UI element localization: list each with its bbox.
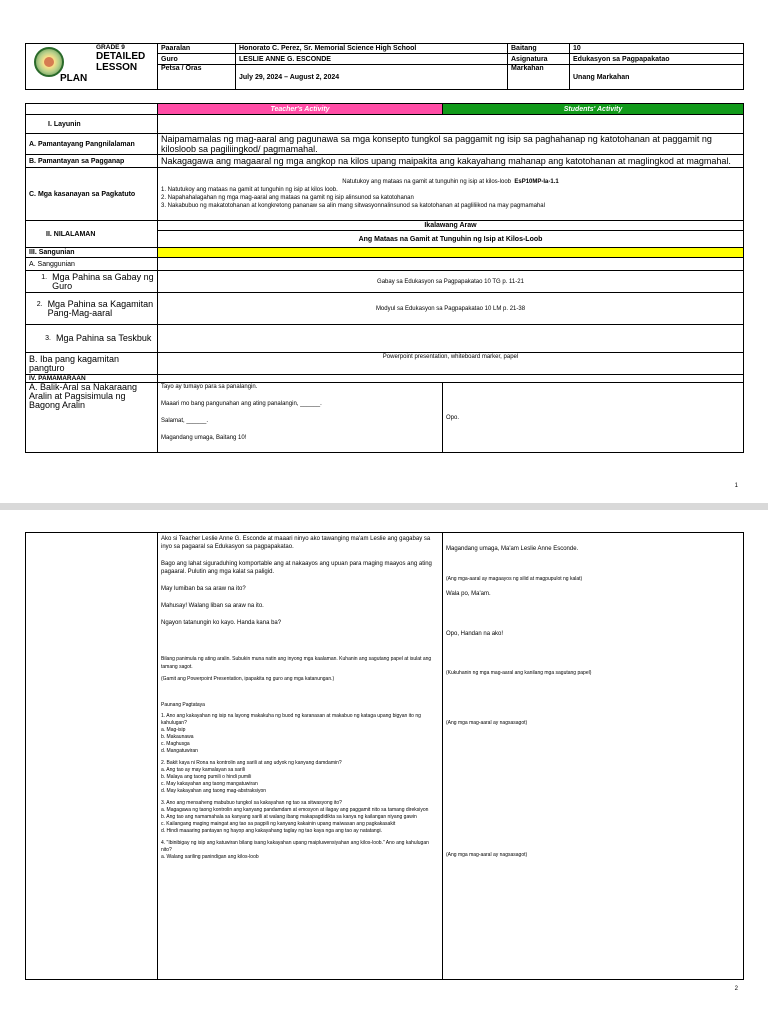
teacher-line: Bilang panimula ng ating aralin. Subukin muna natin ang inyong mga kaalaman. Kuhanin ang sagutang papel at isulat ang tamang sagot. [161,656,432,670]
teacher-line: Mahusay! Walang liban sa araw na ito. [161,603,264,609]
question-4 [161,840,439,861]
asignatura-value: Edukasyon sa Pagpapakatao [570,54,744,65]
balik-aral-label: A. Balik-Aral sa Nakaraang Aralin at Pagsisimula ng Bagong Aralin [26,383,158,453]
question-1 [161,713,439,755]
choice: a. Mag-isip [161,727,186,733]
student-line: Wala po, Ma'am. [446,591,491,597]
question-3 [161,800,439,835]
choice: b. Ang tao ang namamahala sa kanyang sarili at walang ibang makapagdidikta sa kanya ng kailangan niyang gawin [161,814,417,820]
label-column [26,533,158,980]
lesson-table-continued [25,532,744,980]
markahan-label: Markahan [508,65,570,90]
pahina3-value [158,325,744,353]
paaralan-value: Honorato C. Perez, Sr. Memorial Science High School [236,44,508,54]
balik-aral-student [443,383,744,453]
choice: b. Makaunawa [161,734,194,740]
page-number: 2 [734,986,738,992]
petsa-label: Petsa / Oras [158,65,236,90]
ikalawang-araw: Ikalawang Araw [158,221,744,231]
dlp-line2: LESSON [96,62,138,73]
markahan-value: Unang Markahan [570,65,744,90]
pamantayan-pagganap-value: Nakagagawa ang magaaral ng mga angkop na kilos upang maipakita ang kakayahang mahanap ang katotohanan at maglingkod at magmahal. [158,155,744,168]
teacher-line: Bago ang lahat siguraduhing komportable ang at nakaayos ang upuan para maging maayos ang ating pagaaral. Pulutin ang mga kalat sa paligid. [161,561,432,575]
pamantayan-pagganap-label: B. Pamantayan sa Pagganap [26,155,158,168]
layunin-value [158,115,744,134]
page-number: 1 [734,483,738,489]
teacher-line: Salamat, ______. [161,418,209,424]
choice: d. Mangatuwiran [161,748,198,754]
choice: c. Maghusga [161,741,190,747]
nilalaman-value: Ang Mataas na Gamit at Tunguhin ng Isip at Kilos-Loob [158,231,744,248]
student-line: Magandang umaga, Ma'am Leslie Anne Esconde. [446,546,579,552]
teacher-line: Ngayon tatanungin ko kayo. Handa kana ba? [161,620,282,626]
question-text: 4. "Ibinibigay ng isip ang katuwiran bilang isang kakayahan upang maipluwensiyahan ang kilos-loob." Ano ang kahulugan nito? [161,840,429,853]
asignatura-label: Asignatura [508,54,570,65]
student-line: Opo. [446,414,460,421]
question-text: 3. Ano ang mensaheng mabubuo tungkol sa kakayahan ng tao sa sitwasyong ito? [161,800,342,806]
choice: c. Kailangang maging maingat ang tao sa pagpili ng kanyang kakainin upang maiwasan ang pagkakasakit [161,821,396,827]
pahina2-label-cell [26,293,158,325]
question-2 [161,760,439,795]
student-line: (Ang mga mag-aaral ay nagsasagot) [446,852,528,858]
teacher-line: Maaari mo bang pangunahan ang ating panalangin, ______. [161,401,322,407]
header-table [25,43,744,90]
guro-label: Guro [158,54,236,65]
lesson-table [25,103,744,453]
baitang-value: 10 [570,44,744,54]
petsa-value: July 29, 2024 – August 2, 2024 [236,65,508,90]
student-line: (Kukuhanin ng mga mag-aaral ang kanilang mga sagutang papel) [446,670,592,676]
choice: b. Malaya ang taong pumili o hindi pumili [161,774,252,780]
grade-label: GRADE 9 [96,44,125,51]
student-line: (Ang mga-aaral ay magaayos ng silid at magpupulot ng kalat) [446,576,583,582]
dlp-line3: PLAN [60,73,88,84]
student-line: (Ang mga mag-aaral ay nagsasagot) [446,720,528,726]
guro-value: LESLIE ANNE G. ESCONDE [236,54,508,65]
nilalaman-label: II. NILALAMAN [26,221,158,248]
pahina3-num: 3. [45,335,51,342]
sanggunian-value [158,258,744,271]
iba-kagamitan-value: Powerpoint presentation, whiteboard marker, papel [158,353,744,375]
pamamaraan-label: IV. PAMAMARAAN [26,375,158,383]
teacher-line: Ako si Teacher Leslie Anne G. Esconde at maaari ninyo ako tawanging ma'am Leslie ang gagabay sa inyo sa pagaaral sa Edukasyon sa pagpapakatao. [161,536,431,550]
kasanayan-intro: Natutukoy ang mataas na gamit at tunguhin ng isip at kilos-loob [342,179,512,185]
teacher-line: Magandang umaga, Baitang 10! [161,435,247,441]
kasanayan-label: C. Mga kasanayan sa Pagkatuto [26,168,158,221]
page-1 [0,0,768,503]
teacher-activity-header: Teacher's Activity [158,104,443,115]
layunin-label: I. Layunin [26,115,158,134]
pahina1-value: Gabay sa Edukasyon sa Pagpapakatao 10 TG p. 11-21 [158,271,744,293]
choice: a. Magagawa ng taong kontrolin ang kanyang pandamdam at emosyon at ilagay ang paggamit nito sa tamang direksiyon [161,807,429,813]
pahina3-label-cell [26,325,158,353]
pahina2-num: 2. [36,300,43,308]
baitang-label: Baitang [508,44,570,54]
sangunian-label: III. Sangunian [26,248,158,258]
dlp-line1: DETAILED [96,51,146,62]
iba-kagamitan-label: B. Iba pang kagamitan pangturo [26,353,158,375]
pahina3-label: Mga Pahina sa Teskbuk [56,333,152,343]
choice: a. Ang tao ay may kamalayan sa sarili [161,767,245,773]
corner-cell [26,104,158,115]
choice: d. May kakayahan ang taong mag-abstraksiyon [161,788,267,794]
sanggunian-label: A. Sanggunian [26,258,158,271]
teacher-line: May lumiban ba sa araw na ito? [161,586,246,592]
kasanayan-item-1: 1. Natutukoy ang mataas na gamit at tunguhin ng isip at kilos loob. [161,187,338,193]
balik-aral-teacher [158,383,443,453]
pamantayang-pangnilalaman-label: A. Pamantayang Pangnilalaman [26,134,158,155]
pamamaraan-value [158,375,744,383]
page-2 [0,510,768,1024]
sangunian-highlight [158,248,744,258]
teacher-line: (Gamit ang Powerpoint Presentation, ipapakita ng guro ang mga katanungan.) [161,676,335,682]
question-text: 1. Ano ang kakayahan ng isip na layong makakuha ng buod ng karanasan at makabuo ng kataga upang bigyan ito ng kahulugan? [161,713,421,726]
teacher-line: Tayo ay tumayo para sa panalangin. [161,384,258,390]
teacher-line: Paunang Pagtataya [161,702,205,708]
choice: d. Hindi maaaring pantayan ng hayop ang kakayahang taglay ng tao kaya nga ang tao ay natatangi. [161,828,382,834]
kasanayan-code: EsP10MP-Ia-1.1 [514,179,559,185]
kasanayan-item-3: 3. Nakabubuo ng makatotohanan at kongkretong pananaw sa alin mang sitwasyonnalinsunod sa katotohanan at pagliliikod na may pagmamahal [161,203,545,209]
pahina2-value: Modyul sa Edukasyon sa Pagpapakatao 10 LM p. 21-38 [158,293,744,325]
pahina1-label-cell [26,271,158,293]
pahina1-num: 1. [41,273,48,281]
pamantayang-pangnilalaman-value: Naipamamalas ng mag-aaral ang pagunawa sa mga konsepto tungkol sa paggamit ng isip sa paghahanap ng katotohanan at paggamit ng kilosloob sa pagiliingkod/ pagmamahal. [158,134,744,155]
pahina1-label: Mga Pahina sa Gabay ng Guro [52,271,154,291]
student-line: Opo, Handan na ako! [446,631,504,637]
students-activity-header: Students' Activity [443,104,744,115]
pahina2-label: Mga Pahina sa Kagamitan Pang-Mag-aaral [47,298,154,318]
question-text: 2. Bakit kaya ni Rona na kontrolin ang sarili at ang udyok ng kanyang damdamin? [161,760,342,766]
teacher-column [158,533,443,980]
choice: c. May kakayahan ang taong mangatuwiran [161,781,258,787]
student-column [443,533,744,980]
paaralan-label: Paaralan [158,44,236,54]
choice: a. Walang sariling panindigan ang kilos-loob [161,854,259,860]
kasanayan-item-2: 2. Napahahalagahan ng mga mag-aaral ang mataas na gamit ng isip alinsunod sa katotohanan [161,195,414,201]
dlp-title-cell [26,44,158,90]
kasanayan-cell [158,168,744,221]
